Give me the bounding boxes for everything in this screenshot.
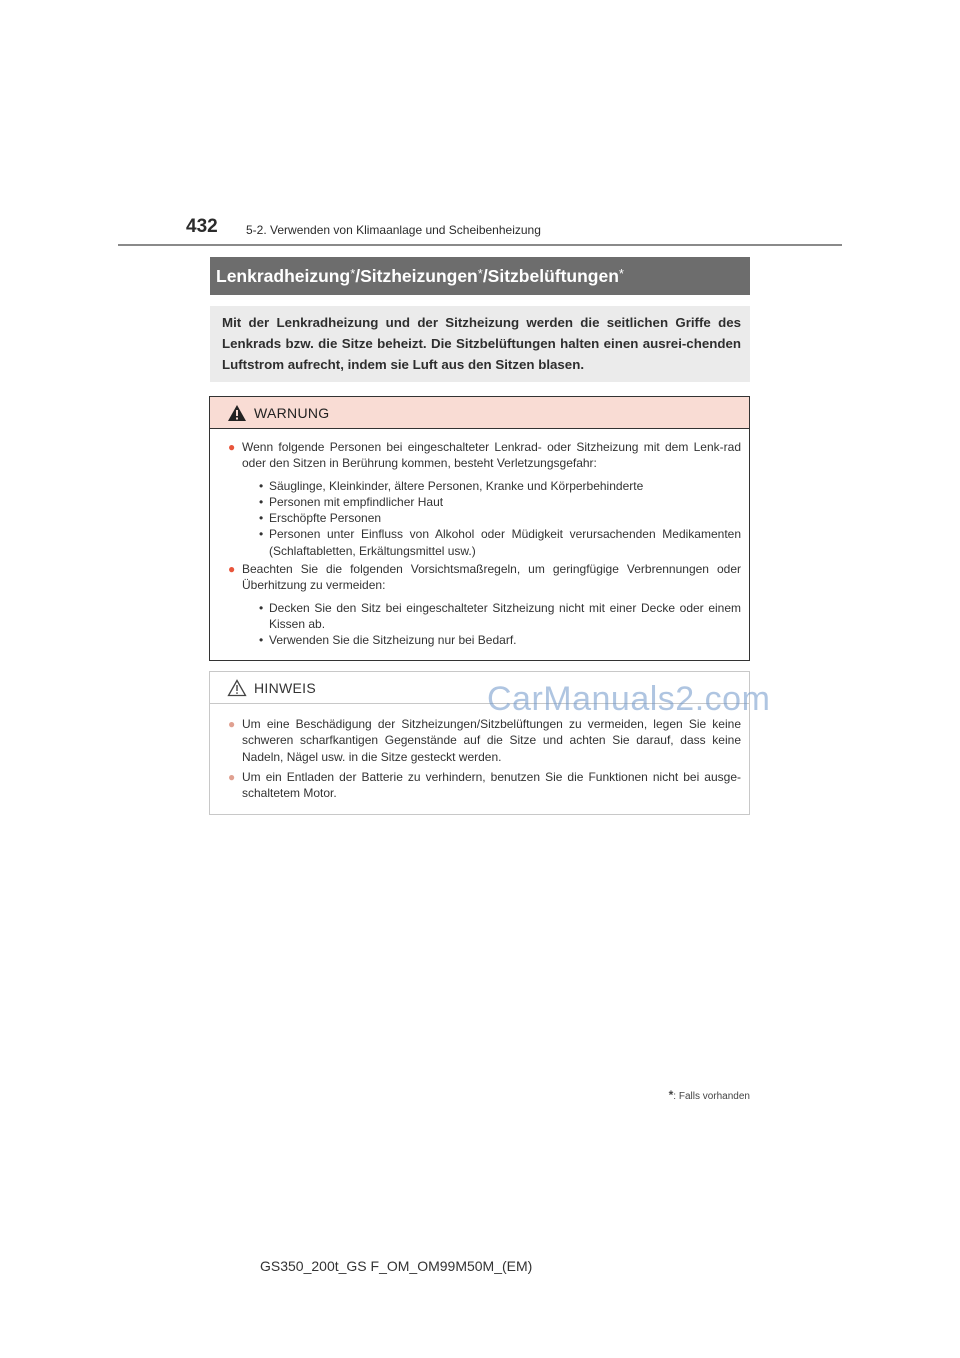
watermark: CarManuals2.com (487, 680, 771, 718)
warning-subitem-text: Verwenden Sie die Sitzheizung nur bei Bedarf. (269, 633, 517, 648)
note-item-text: Um ein Entladen der Batterie zu verhindern, benutzen Sie die Funktionen nicht bei ausge-schaltetem Motor. (242, 769, 741, 801)
note-item-text: Um eine Beschädigung der Sitzheizungen/Sitzbelüftungen zu vermeiden, legen Sie keine schweren scharfkantigen Gegenstände auf die Sitze und achten Sie darauf, dass keine Nadeln, Nägel usw. in die Sitze gesteckt werden. (242, 717, 741, 764)
warning-label: WARNUNG (254, 404, 330, 421)
warning-subitem: • Personen mit empfindlicher Haut (259, 494, 444, 509)
caution-triangle-icon (227, 679, 247, 697)
warning-subitem-text: Erschöpfte Personen (269, 511, 382, 526)
title-part-steering-heater: Lenkradheizung (216, 265, 351, 286)
warning-box (209, 396, 750, 661)
footnote-star: * (668, 1088, 674, 1102)
warning-subitem: • Personen unter Einfluss von Alkohol oder Müdigkeit verursachenden Medikamenten (Schlaftabletten, Erkältungsmittel usw.) (259, 527, 741, 558)
warning-triangle-icon (227, 404, 247, 422)
title-part-seat-heaters: /Sitzheizungen (355, 265, 478, 286)
bullet-icon: ● (228, 717, 236, 731)
note-item (228, 716, 741, 765)
warning-subitem-text: Personen mit empfindlicher Haut (269, 494, 444, 509)
intro-text: Mit der Lenkradheizung und der Sitzheizung werden die seitlichen Griffe des Lenkrads bzw. die Sitze beheizt. Die Sitzbelüftungen halten einen ausrei-chenden Luftstrom aufrecht, indem sie Luft aus den Sitzen blasen. (210, 306, 750, 382)
warning-subitem-text: Säuglinge, Kleinkinder, ältere Personen, Kranke und Körperbehinderte (269, 478, 644, 493)
warning-subitem: • Decken Sie den Sitz bei eingeschalteter Sitzheizung nicht mit einer Decke oder einem Kissen ab. (259, 600, 741, 631)
warning-subitem-text: Personen unter Einfluss von Alkohol oder Müdigkeit verursachenden Medikamenten (Schlaftabletten, Erkältungsmittel usw.) (269, 527, 741, 558)
warning-subitem: • Erschöpfte Personen (259, 511, 382, 526)
section-title: 5-2. Verwenden von Klimaanlage und Scheibenheizung (246, 223, 541, 237)
warning-item-text: Beachten Sie die folgenden Vorsichtsmaßregeln, um geringfügige Verbrennungen oder Überhitzung zu vermeiden: (242, 562, 741, 593)
note-item (228, 769, 741, 802)
title-part-seat-ventilators: /Sitzbelüftungen (482, 265, 619, 286)
footnote-text: : Falls vorhanden (673, 1091, 750, 1102)
warning-subitem: • Säuglinge, Kleinkinder, ältere Personen, Kranke und Körperbehinderte (259, 478, 644, 493)
warning-body (210, 429, 749, 649)
warning-item (228, 561, 741, 648)
bullet-icon: ● (228, 769, 236, 784)
page-number: 432 (186, 216, 218, 237)
title-star-2: * (477, 265, 483, 281)
header-divider (118, 244, 842, 246)
warning-item (228, 439, 741, 559)
warning-header (210, 397, 749, 429)
page-title (210, 257, 750, 295)
warning-subitem: • Verwenden Sie die Sitzheizung nur bei Bedarf. (259, 633, 517, 648)
note-label: HINWEIS (254, 679, 316, 696)
bullet-icon: ● (228, 562, 236, 577)
title-star-1: * (350, 265, 356, 281)
document-id: GS350_200t_GS F_OM_OM99M50M_(EM) (260, 1258, 533, 1274)
warning-subitem-text: Decken Sie den Sitz bei eingeschalteter Sitzheizung nicht mit einer Decke oder einem Kissen ab. (269, 600, 741, 631)
footnote (614, 1088, 750, 1102)
title-star-3: * (618, 265, 624, 281)
warning-item-text: Wenn folgende Personen bei eingeschalteter Lenkrad- oder Sitzheizung mit dem Lenk-rad oder den Sitzen in Berührung kommen, besteht Verletzungsgefahr: (242, 440, 741, 471)
bullet-icon: ● (228, 440, 236, 454)
